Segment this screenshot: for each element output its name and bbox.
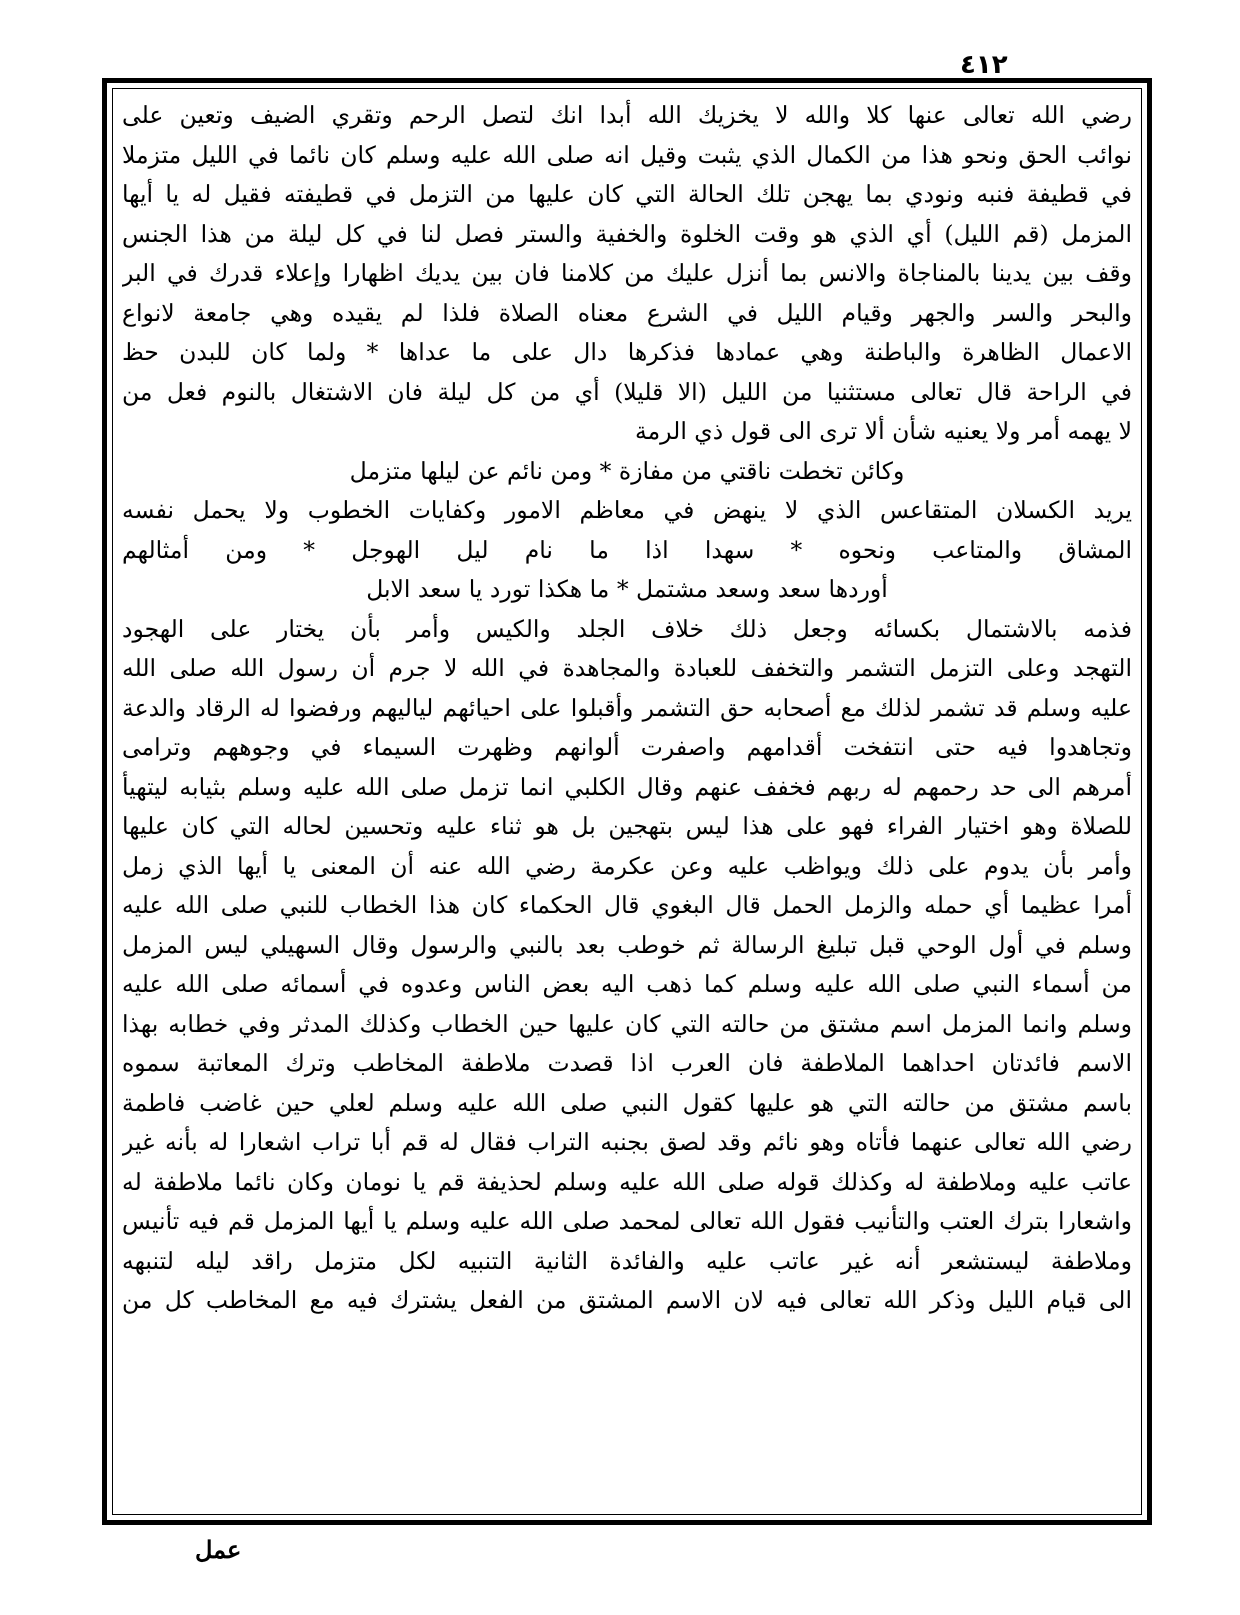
text-line: أمرا عظيما أي حمله والزمل الحمل قال البغوي قال الحكماء كان هذا الخطاب للنبي صلى الله عليه (122, 891, 1132, 919)
page-number: ٤١٢ (960, 50, 1008, 80)
text-line: للصلاة وهو اختيار الفراء فهو على هذا ليس بتهجين بل هو ثناء عليه وتحسين لحاله التي كان عليها (122, 812, 1132, 840)
text-line: والبحر والسر والجهر وقيام الليل في الشرع معناه الصلاة فلذا لم يقيده وهي جامعة لانواع (122, 298, 1132, 327)
text-line: باسم مشتق من حالته التي هو عليها كقول النبي صلى الله عليه وسلم لعلي حين غاضب فاطمة (122, 1088, 1132, 1117)
text-line: أمرهم الى حد رحمهم له ربهم فخفف عنهم وقال الكلبي انما تزمل صلى الله عليه وسلم بثيابه ليتهيأ (122, 772, 1132, 801)
text-line: رضي الله تعالى عنهما فأتاه وهو نائم وقد لصق بجنبه التراب فقال له قم أبا تراب اشعارا له بأنه غير (122, 1128, 1132, 1156)
text-line: عاتب عليه وملاطفة له وكذلك قوله صلى الله عليه وسلم لحذيفة قم يا نومان وكان نائما ملاطفة له (122, 1167, 1132, 1196)
text-line: وأمر بأن يدوم على ذلك ويواظب عليه وعن عكرمة رضي الله عنه أن المعنى يا أيها الذي زمل (122, 851, 1132, 880)
text-line: عليه وسلم قد تشمر لذلك مع أصحابه حق التشمر وأقبلوا على احيائهم لياليهم ورفضوا له الرقاد والدعة (122, 693, 1132, 722)
verse-line: وكائن تخطت ناقتي من مفازة * ومن نائم عن ليلها متزمل (349, 456, 905, 485)
verse-line: أوردها سعد وسعد مشتمل * ما هكذا تورد يا سعد الابل (366, 575, 888, 603)
text-line: من أسماء النبي صلى الله عليه وسلم كما ذهب اليه بعض الناس وعدوه في أسمائه صلى الله عليه (122, 970, 1132, 998)
text-line: وقف بين يدينا بالمناجاة والانس بما أنزل عليك من كلامنا فان بين يديك اظهارا وإعلاء قدرك في البر (122, 259, 1132, 287)
text-line: نوائب الحق ونحو هذا من الكمال الذي يثبت وقيل انه صلى الله عليه وسلم كان نائما في الليل متزملا (122, 140, 1132, 169)
catchword: عمل (195, 1535, 242, 1564)
text-line: التهجد وعلى التزمل التشمر والتخفف للعبادة والمجاهدة في الله لا جرم أن رسول الله صلى الله (122, 654, 1132, 682)
text-line: يريد الكسلان المتقاعس الذي لا ينهض في معاظم الامور وكفايات الخطوب ولا يحمل نفسه (122, 496, 1132, 524)
text-line: وسلم في أول الوحي قبل تبليغ الرسالة ثم خوطب بعد بالنبي والرسول وقال السهيلي ليس المزمل (122, 930, 1132, 959)
text-line: الى قيام الليل وذكر الله تعالى فيه لان الاسم المشتق من الفعل يشترك فيه مع المخاطب كل من (122, 1286, 1132, 1314)
text-line: لا يهمه أمر ولا يعنيه شأن ألا ترى الى قول ذي الرمة (635, 417, 1132, 445)
text-line: رضي الله تعالى عنها كلا والله لا يخزيك الله أبدا انك لتصل الرحم وتقري الضيف وتعين على (122, 101, 1132, 129)
text-line: وتجاهدوا فيه حتى انتفخت أقدامهم واصفرت ألوانهم وظهرت السيماء في وجوههم وترامى (122, 733, 1132, 761)
text-line: الاسم فائدتان احداهما الملاطفة فان العرب اذا قصدت ملاطفة المخاطب وترك المعاتبة سموه (122, 1049, 1132, 1077)
text-line: الاعمال الظاهرة والباطنة وهي عمادها فذكرها دال على ما عداها * ولما كان للبدن حظ (122, 338, 1132, 366)
text-line: في قطيفة فنبه ونودي بما يهجن تلك الحالة التي كان عليها من التزمل في قطيفته فقيل له يا أيها (122, 180, 1132, 208)
text-line: واشعارا بترك العتب والتأنيب فقول الله تعالى لمحمد صلى الله عليه وسلم يا أيها المزمل قم فيه تأنيس (122, 1207, 1132, 1235)
text-line: في الراحة قال تعالى مستثنيا من الليل (الا قليلا) أي من كل ليلة فان الاشتغال بالنوم فعل من (122, 377, 1132, 406)
text-line: وسلم وانما المزمل اسم مشتق من حالته التي كان عليها حين الخطاب وكذلك المدثر وفي خطابه بهذا (122, 1009, 1132, 1038)
text-line: وملاطفة ليستشعر أنه غير عاتب عليه والفائدة الثانية التنبيه لكل متزمل راقد ليله لتنبهه (122, 1246, 1132, 1275)
text-line: فذمه بالاشتمال بكسائه وجعل ذلك خلاف الجلد والكيس وأمر بأن يختار على الهجود (122, 614, 1132, 643)
main-text-block (122, 96, 1132, 1511)
text-line: المشاق والمتاعب ونحوه * سهدا اذا ما نام ليل الهوجل * ومن أمثالهم (122, 535, 1132, 564)
text-line: المزمل (قم الليل) أي الذي هو وقت الخلوة والخفية والستر فصل لنا في كل ليلة من هذا الجنس (122, 219, 1132, 248)
